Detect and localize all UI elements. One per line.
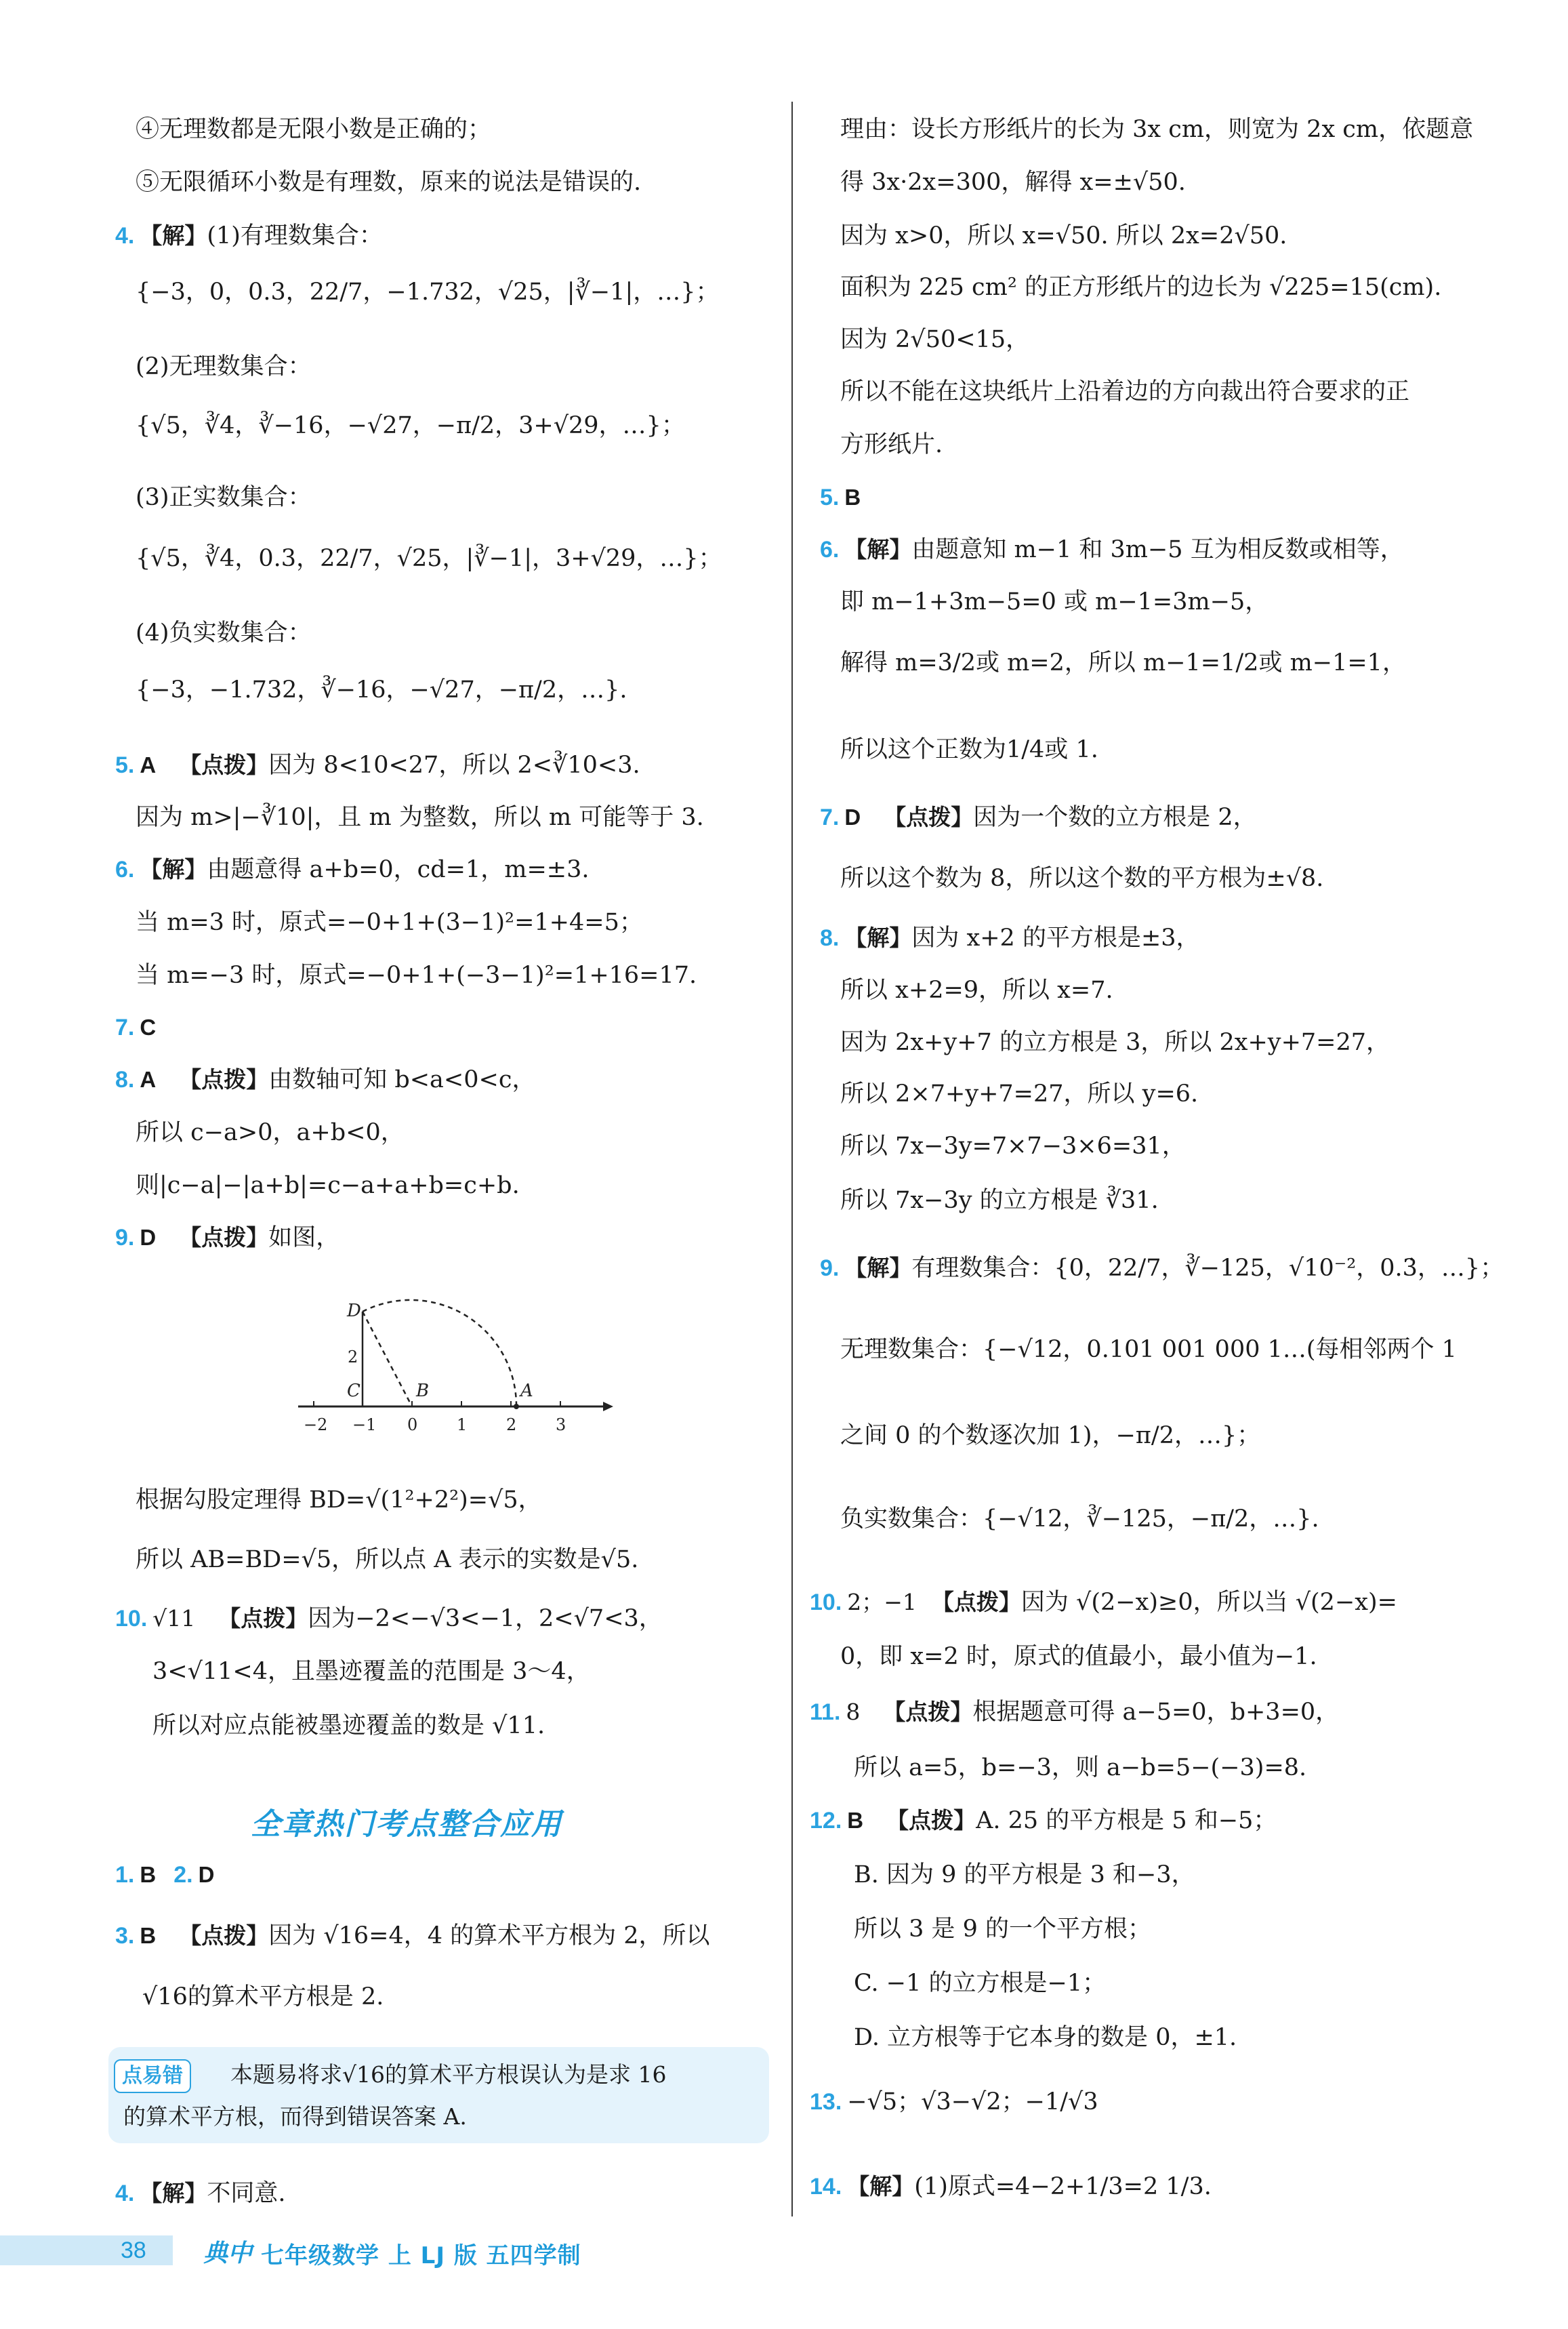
hint-tag: 【点拨】 [179, 1922, 269, 1949]
question-number: 14. [810, 2174, 842, 2200]
text-line: √16的算术平方根是 2. [142, 1983, 384, 2010]
question-number: 2. [173, 1862, 193, 1888]
tick-label: −1 [352, 1415, 377, 1434]
label-b: B [416, 1381, 430, 1401]
solution-tag: 【解】 [140, 2180, 207, 2206]
answer: D [844, 805, 861, 830]
question-6 [820, 532, 1404, 567]
section-q1-q2 [115, 1857, 232, 1892]
question-number: 9. [820, 1255, 840, 1281]
question-number: 12. [810, 1808, 842, 1834]
book-title: 七年级数学 上 LJ 版 五四学制 [261, 2242, 581, 2269]
number-line-figure [285, 1295, 623, 1457]
text-line: 因为 √16=4，4 的算术平方根为 2，所以 [268, 1922, 710, 1949]
text-line: 所以 c−a>0，a+b<0， [136, 1119, 405, 1146]
hint-tag: 【点拨】 [884, 804, 974, 830]
answer: B [140, 1923, 157, 1948]
question-number: 5. [820, 485, 840, 510]
question-number: 6. [820, 537, 840, 563]
text-line: 3<√11<4，且墨迹覆盖的范围是 3～4， [152, 1658, 590, 1685]
text-line: (3)正实数集合： [136, 484, 312, 511]
hint-tag: 【点拨】 [886, 1807, 976, 1834]
error-note-box [108, 2047, 769, 2143]
question-number: 7. [115, 1015, 135, 1040]
hint-tag: 【点拨】 [179, 752, 269, 778]
question-number: 4. [115, 223, 135, 249]
text-line: 本题易将求√16的算术平方根误认为是求 16 [230, 2061, 667, 2088]
text-line: 面积为 225 cm² 的正方形纸片的边长为 √225=15(cm). [840, 274, 1442, 301]
answer: D [140, 1225, 157, 1250]
set-line: {−3，−1.732，∛−16，−√27，−π/2，…}. [136, 676, 627, 704]
text-line: 所以这个正数为1/4或 1. [840, 736, 1098, 763]
answer: 8 [846, 1699, 861, 1725]
question-7 [115, 1010, 173, 1045]
solution-tag: 【解】 [844, 536, 912, 563]
text-line: 所以 a=5，b=−3，则 a−b=5−(−3)=8. [854, 1754, 1307, 1781]
question-number: 13. [810, 2089, 842, 2115]
label-length-2: 2 [348, 1348, 358, 1366]
section-question-4 [115, 2176, 286, 2211]
text-line: 有理数集合：{0，22/7，∛−125，√10⁻²，0.3̇，…}； [911, 1255, 1504, 1282]
question-number: 8. [820, 925, 840, 951]
hint-tag: 【点拨】 [883, 1699, 973, 1725]
text-line: 因为 m>|−∛10|，且 m 为整数，所以 m 可能等于 3. [136, 804, 704, 831]
label-c: C [347, 1381, 360, 1401]
text-line: 所以 2×7+y+7=27，所以 y=6. [840, 1080, 1199, 1108]
page-footer [0, 2229, 1568, 2276]
label-a: A [520, 1381, 533, 1401]
text-line: 由数轴可知 b<a<0<c， [268, 1066, 536, 1093]
question-number: 6. [115, 857, 135, 883]
tick-label: 1 [457, 1415, 468, 1434]
page-number: 38 [121, 2237, 146, 2263]
answer: A [140, 752, 157, 777]
text-line: 当 m=−3 时，原式=−0+1+(−3−1)²=1+16=17. [136, 962, 697, 989]
text-line: 因为一个数的立方根是 2， [973, 804, 1257, 831]
answer: D [198, 1862, 215, 1887]
label-d: D [347, 1301, 361, 1321]
text-line: 因为 2x+y+7 的立方根是 3，所以 2x+y+7=27， [840, 1029, 1390, 1056]
error-note-badge: 点易错 [114, 2059, 191, 2093]
text-line: 因为−2<−√3<−1，2<√7<3， [308, 1605, 663, 1632]
question-9 [820, 1251, 1504, 1286]
text-line: (1)有理数集合： [207, 222, 383, 249]
answer: B [847, 1808, 864, 1833]
text-line: 由题意得 a+b=0，cd=1，m=±3. [207, 856, 590, 883]
question-8 [115, 1062, 535, 1097]
text-line: (1)原式=4−2+1/3=2 1/3. [914, 2173, 1212, 2200]
set-line: {√5，∛4，0.3，22/7，√25，|∛−1|，3+√29，…}； [136, 545, 722, 572]
question-10 [115, 1601, 663, 1636]
text-line: 所以不能在这块纸片上沿着边的方向裁出符合要求的正 [840, 378, 1410, 405]
text-line: 所以 x+2=9，所以 x=7. [840, 977, 1113, 1004]
text-line: 理由：设长方形纸片的长为 3x cm，则宽为 2x cm，依题意 [840, 116, 1474, 143]
text-line: 因为 8<10<27，所以 2<∛10<3. [268, 752, 640, 779]
question-13 [810, 2084, 1098, 2120]
text-line: 因为 x+2 的平方根是±3， [911, 925, 1200, 952]
text-line: (4)负实数集合： [136, 620, 312, 647]
solution-tag: 【解】 [140, 856, 207, 883]
text-line: (2)无理数集合： [136, 353, 312, 380]
text-line: 0，即 x=2 时，原式的值最小，最小值为−1. [840, 1643, 1317, 1670]
question-number: 8. [115, 1067, 135, 1093]
question-14 [810, 2169, 1212, 2204]
solution-tag: 【解】 [847, 2173, 915, 2200]
set-line: {√5，∛4，∛−16，−√27，−π/2，3+√29，…}； [136, 412, 685, 439]
text-line: B. 因为 9 的平方根是 3 和−3， [854, 1861, 1195, 1888]
question-number: 11. [810, 1699, 841, 1725]
answer: √11 [152, 1605, 196, 1632]
question-number: 10. [115, 1606, 148, 1632]
question-number: 7. [820, 805, 840, 830]
text-line: 如图， [268, 1224, 340, 1251]
question-number: 10. [810, 1589, 842, 1615]
publisher-logo: 典中 [203, 2240, 253, 2267]
solution-tag: 【解】 [140, 222, 207, 249]
tick-label: −2 [304, 1415, 328, 1434]
text-line: 所以 7x−3y 的立方根是 ∛31. [840, 1187, 1159, 1214]
text-line: 根据题意可得 a−5=0，b+3=0， [972, 1699, 1340, 1726]
solution-tag: 【解】 [844, 925, 912, 951]
text-line: 方形纸片. [840, 431, 943, 458]
hint-tag: 【点拨】 [179, 1066, 269, 1093]
answer: A [140, 1067, 157, 1092]
text-line: 所以这个数为 8，所以这个数的平方根为±√8. [840, 865, 1324, 892]
text-line: 得 3x·2x=300，解得 x=±√50. [840, 169, 1186, 196]
question-7 [820, 800, 1257, 835]
text-line: 即 m−1+3m−5=0 或 m−1=3m−5， [840, 588, 1269, 615]
answer: −√5；√3−√2；−1/√3 [847, 2088, 1098, 2115]
question-8 [820, 920, 1200, 956]
question-12 [810, 1803, 1277, 1838]
answer: 2；−1 [847, 1589, 917, 1615]
hint-tag: 【点拨】 [931, 1589, 1021, 1615]
answer: C [140, 1015, 157, 1040]
point-a [514, 1404, 519, 1409]
text-line: 则|c−a|−|a+b|=c−a+a+b=c+b. [136, 1172, 520, 1199]
text-line: 所以 3 是 9 的一个平方根； [854, 1916, 1152, 1943]
text-line: ④无理数都是无限小数是正确的； [136, 116, 492, 143]
question-4 [115, 218, 383, 254]
text-line: 所以 7x−3y=7×7−3×6=31， [840, 1133, 1186, 1160]
arc-bd [363, 1300, 516, 1406]
text-line: 因为 2√50<15， [840, 326, 1030, 353]
set-line: {−3，0，0.3，22/7，−1.732，√25，|∛−1|，…}； [136, 279, 720, 306]
question-11 [810, 1695, 1339, 1730]
text-line: D. 立方根等于它本身的数是 0，±1. [854, 2024, 1237, 2051]
segment-bd [363, 1312, 412, 1406]
question-5 [820, 480, 878, 515]
text-line: 之间 0 的个数逐次加 1)，−π/2，…}； [840, 1422, 1261, 1449]
question-10 [810, 1585, 1397, 1620]
text-line: 所以 AB=BD=√5，所以点 A 表示的实数是√5. [136, 1546, 639, 1573]
section-title: 全章热门考点整合应用 [251, 1807, 562, 1842]
text-line: 根据勾股定理得 BD=√(1²+2²)=√5， [136, 1486, 542, 1514]
text-line: 无理数集合：{−√12，0.101 001 000 1…(每相邻两个 1 [840, 1336, 1457, 1363]
answer: B [844, 485, 861, 510]
axis-arrow [603, 1402, 613, 1411]
section-question-3 [115, 1918, 710, 1953]
text-line: 不同意. [207, 2180, 286, 2207]
hint-tag: 【点拨】 [218, 1605, 308, 1632]
text-line: 的算术平方根，而得到错误答案 A. [123, 2103, 467, 2130]
text-line: 由题意知 m−1 和 3m−5 互为相反数或相等， [911, 536, 1404, 563]
tick-label: 0 [407, 1415, 418, 1434]
question-number: 1. [115, 1862, 135, 1888]
question-number: 9. [115, 1225, 135, 1251]
text-line: 因为 √(2−x)≥0，所以当 √(2−x)= [1020, 1589, 1397, 1616]
page-number-bar [0, 2235, 173, 2265]
tick-label: 3 [556, 1415, 566, 1434]
column-divider [791, 102, 793, 2216]
text-line: 当 m=3 时，原式=−0+1+(3−1)²=1+4=5； [136, 909, 643, 936]
question-number: 4. [115, 2181, 135, 2206]
text-line: A. 25 的平方根是 5 和−5； [976, 1807, 1277, 1834]
tick-label: 2 [506, 1415, 517, 1434]
text-line: C. −1 的立方根是−1； [854, 1970, 1107, 1997]
question-9 [115, 1220, 339, 1255]
text-line: 解得 m=3/2或 m=2，所以 m−1=1/2或 m−1=1， [840, 649, 1406, 676]
hint-tag: 【点拨】 [179, 1224, 269, 1251]
text-line: 因为 x>0，所以 x=√50. 所以 2x=2√50. [840, 222, 1287, 249]
text-line: ⑤无限循环小数是有理数，原来的说法是错误的. [136, 169, 642, 196]
question-6 [115, 852, 590, 887]
answer: B [140, 1862, 157, 1887]
text-line: 负实数集合：{−√12，∛−125，−π/2，…}. [840, 1505, 1319, 1533]
question-number: 3. [115, 1923, 135, 1949]
question-5 [115, 748, 640, 783]
question-number: 5. [115, 752, 135, 778]
solution-tag: 【解】 [844, 1255, 912, 1281]
text-line: 所以对应点能被墨迹覆盖的数是 √11. [152, 1712, 545, 1739]
